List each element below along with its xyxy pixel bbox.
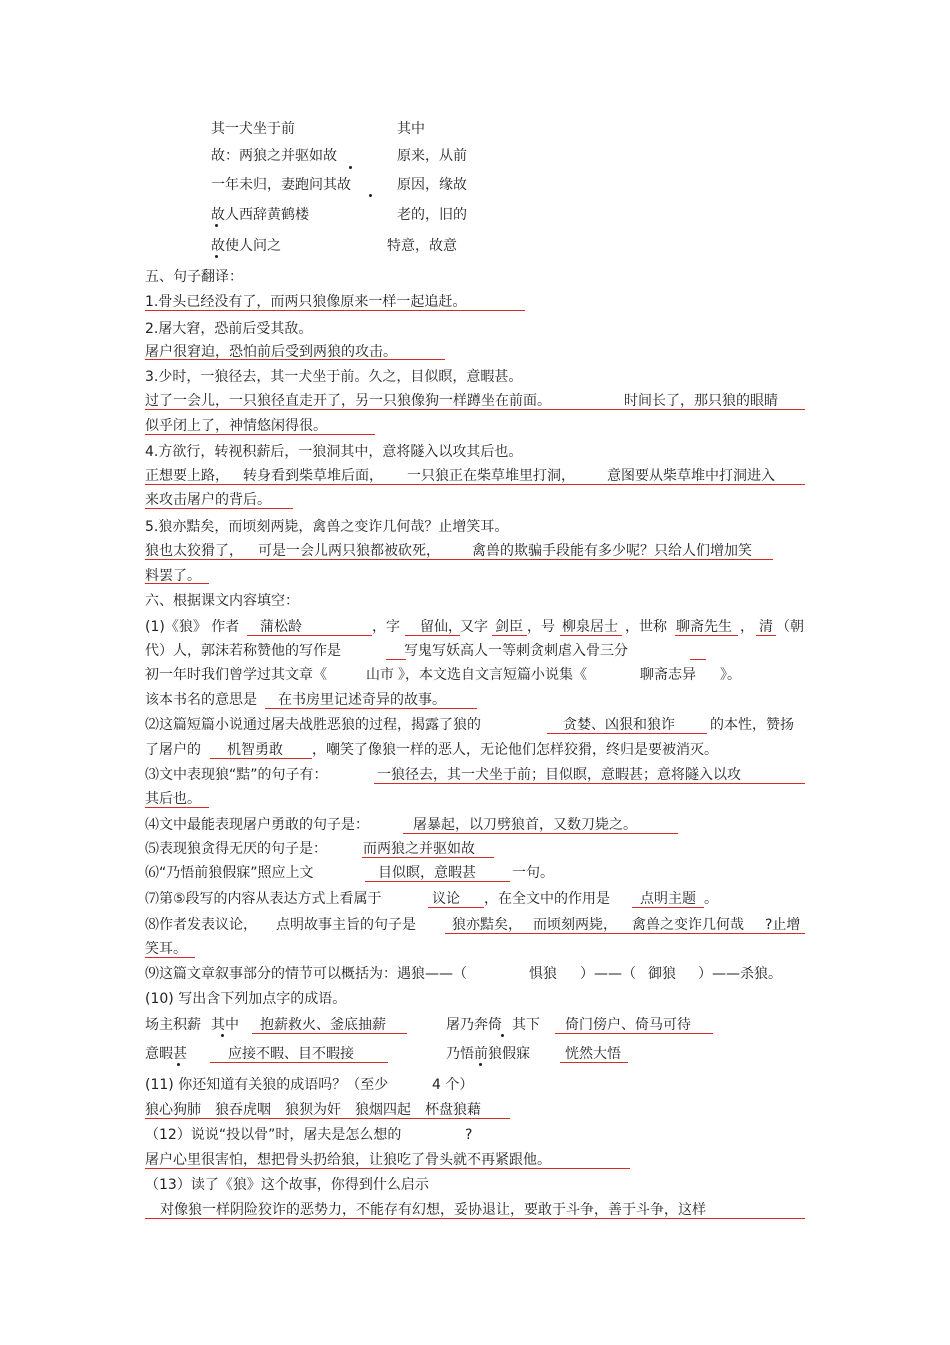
p1-praise: 写鬼写妖高人一等刺贪刺虐入骨三分: [404, 643, 628, 659]
q3-answer-c: 似乎闭上了，神情悠闲得很。: [145, 418, 327, 434]
answer-underline: [145, 508, 293, 509]
p1-line3c: 》。: [720, 667, 741, 683]
p10-answer2: 倚门傍户、倚马可待: [565, 1017, 691, 1033]
answer-underline: [265, 708, 477, 709]
p3-answer2: 其后也。: [145, 791, 201, 807]
p1-shanshi: 山市: [366, 667, 394, 683]
vocab-word-1: 其一犬坐于前: [211, 121, 295, 137]
answer-underline: [145, 559, 773, 560]
p10-answer3: 应接不暇、目不暇接: [228, 1046, 354, 1062]
p1-text-d: ，号: [527, 619, 555, 635]
p1-text-g: （朝: [776, 619, 804, 635]
p1-text-c: 又字: [460, 619, 488, 635]
p5-answer: 而两狼之并驱如故: [363, 841, 475, 857]
p1-liaozhai: 聊斋志异: [640, 667, 696, 683]
p1-text-b: ，字: [372, 619, 400, 635]
p2-answer2: 机智勇敢: [227, 742, 283, 758]
answer-underline: [560, 635, 622, 636]
answer-underline: [252, 1033, 407, 1034]
vocab-word-2: 故：两狼之并驱如故: [211, 148, 337, 164]
answer-underline: [145, 359, 445, 360]
answer-underline: [145, 310, 525, 311]
emphasis-dot: [369, 178, 372, 197]
p10-word1: 场主积薪: [145, 1017, 201, 1033]
p7-tail: 。: [704, 891, 718, 907]
vocab-word-5: 故使人问之: [211, 238, 281, 254]
p10-word1b: 其中: [211, 1017, 239, 1033]
p3-answer1: 一狼径去，其一犬坐于前；目似瞑，意暇甚；意将隧入以攻: [377, 767, 741, 783]
q4-answer-a: 正想要上路，: [145, 468, 229, 484]
section5-title: 五、句子翻译：: [145, 269, 243, 285]
p1-zi: 留仙，: [420, 619, 462, 635]
q3-text: 3.少时，一狼径去，其一犬坐于前。久之，目似瞑，意暇甚。: [145, 369, 523, 385]
answer-underline: [547, 733, 707, 734]
answer-underline: [403, 833, 678, 834]
p10-word4: 乃悟前狼假寐: [446, 1046, 530, 1062]
answer-underline: [555, 1033, 713, 1034]
p10-label: (10) 写出含下列加点字的成语。: [145, 991, 347, 1007]
p7-mid: ，在全文中的作用是: [484, 891, 610, 907]
p1-line3b: 》，本文选自文言短篇小说集《: [398, 667, 587, 683]
p1-line3: 初一年时我们曾学过其文章《: [145, 667, 327, 683]
answer-underline: [145, 583, 209, 584]
answer-underline: [145, 484, 805, 485]
answer-underline: [374, 783, 805, 784]
answer-underline: [145, 1168, 630, 1169]
p10-answer1: 抱薪救火、釜底抽薪: [260, 1017, 386, 1033]
answer-underline: [210, 1062, 388, 1063]
q5-answer-b: 可是一会儿两只狼都被砍死，: [258, 543, 440, 559]
emphasis-dot: [177, 1047, 180, 1066]
p8-answer2: 而顷刻两毙，: [533, 917, 617, 933]
p1-dynasty: 清: [759, 619, 773, 635]
p1-meaning: 在书房里记述奇异的故事。: [278, 692, 446, 708]
q5-answer-c: 禽兽的欺骗手段能有多少呢？只给人们增加笑: [472, 543, 752, 559]
p8-answer3: 禽兽之变诈几何哉: [632, 917, 744, 933]
p1-author: 蒲松龄: [260, 619, 302, 635]
answer-underline: [145, 409, 805, 410]
p10-answer4: 恍然大悟: [565, 1046, 621, 1062]
p8-label-b: 点明故事主旨的句子是: [276, 917, 416, 933]
emphasis-dot: [479, 1047, 482, 1066]
p2-line1b: 的本性，赞扬: [710, 717, 794, 733]
answer-underline: [632, 907, 704, 908]
q2-text: 2.屠大窘，恐前后受其敌。: [145, 321, 313, 337]
section6-title: 六、根据课文内容填空：: [145, 593, 299, 609]
answer-underline: [405, 635, 460, 636]
q3-answer-a: 过了一会儿，一只狼径直走开了，另一只狼像狗一样蹲坐在前面。: [145, 393, 551, 409]
answer-underline: [365, 881, 510, 882]
p8-answer4: ?止增: [765, 917, 801, 933]
p9-answer1: 惧狼: [529, 966, 557, 982]
p2-line2a: 了屠户的: [145, 742, 201, 758]
p1-zi2: 剑臣: [495, 619, 523, 635]
answer-underline: [362, 857, 494, 858]
vocab-word-3: 一年未归，妻跑问其故: [211, 177, 351, 193]
q5-answer-a: 狼也太狡猾了，: [145, 543, 243, 559]
answer-underline: [492, 635, 527, 636]
vocab-meaning-3: 原因，缘故: [397, 177, 467, 193]
p7-answer2: 点明主题: [640, 891, 696, 907]
p13-label: （13）读了《狼》这个故事，你得到什么启示: [145, 1177, 429, 1193]
vocab-meaning-1: 其中: [397, 121, 425, 137]
p8-answer1: 狼亦黠矣，: [452, 917, 522, 933]
vocab-meaning-4: 老的，旧的: [397, 207, 467, 223]
p4-answer: 屠暴起，以刀劈狼首，又数刀毙之。: [413, 817, 637, 833]
answer-underline: [145, 807, 209, 808]
p11-label: (11) 你还知道有关狼的成语吗？（至少: [145, 1077, 389, 1093]
p9-answer2: 御狼: [648, 966, 676, 982]
emphasis-dot: [501, 1018, 504, 1037]
answer-underline: [675, 635, 738, 636]
answer-underline: [690, 659, 706, 660]
p9-label: ⑼这篇文章叙事部分的情节可以概括为：遇狼——（: [145, 966, 467, 982]
p5-label: ⑸表现狼贪得无厌的句子是：: [145, 841, 327, 857]
q4-answer-c: 一只狼正在柴草堆里打洞，: [407, 468, 575, 484]
q3-answer-b: 时间长了，那只狼的眼睛: [624, 393, 778, 409]
q4-answer-e: 来攻击屠户的背后。: [145, 492, 271, 508]
p1-text-e: ，世称: [625, 619, 667, 635]
p6-tail: 一句。: [512, 865, 554, 881]
answer-underline: [560, 1062, 628, 1063]
p1-text-f: ，: [740, 619, 754, 635]
emphasis-dot: [215, 239, 218, 258]
p9-mid: ）——（: [580, 966, 636, 982]
q1-answer: 1.骨头已经没有了，而两只狼像原来一样一起追赶。: [145, 294, 467, 310]
p4-label: ⑷文中最能表现屠户勇敢的句子是：: [145, 817, 369, 833]
answer-underline: [210, 758, 312, 759]
p10-word2: 屠乃奔倚: [446, 1017, 502, 1033]
p10-word2b: 其下: [512, 1017, 540, 1033]
q2-answer: 屠户很窘迫，恐怕前后受到两狼的攻击。: [145, 344, 397, 360]
p1-label: (1)《狼》 作者: [145, 619, 240, 635]
p12-qmark: ?: [465, 1127, 473, 1143]
emphasis-dot: [349, 150, 352, 169]
p2-answer1: 贪婪、凶狠和狼诈: [563, 717, 675, 733]
vocab-meaning-2: 原来，从前: [397, 148, 467, 164]
p1-line2: 代）人，郭沫若称赞他的写作是: [145, 643, 341, 659]
p3-label: ⑶文中表现狼“黠”的句子有：: [145, 767, 328, 783]
p8-label-a: ⑻作者发表议论，: [145, 917, 257, 933]
p1-line4: 该本书名的意思是: [145, 692, 257, 708]
answer-underline: [145, 957, 195, 958]
answer-underline: [428, 907, 484, 908]
p12-answer: 屠户心里很害怕，想把骨头扔给狼，让狼吃了骨头就不再紧跟他。: [145, 1152, 551, 1168]
vocab-meaning-5: 特意，故意: [387, 238, 457, 254]
p7-label: ⑺第⑤段写的内容从表达方式上看属于: [145, 891, 382, 907]
p11-answer: 狼心狗肺 狼吞虎咽 狼狈为奸 狼烟四起 杯盘狼藉: [145, 1102, 481, 1118]
p8-answer5: 笑耳。: [145, 941, 187, 957]
p6-answer: 目似瞑，意暇甚: [378, 865, 476, 881]
answer-underline: [145, 1118, 510, 1119]
vocab-word-4: 故人西辞黄鹤楼: [211, 207, 309, 223]
answer-underline: [445, 933, 805, 934]
answer-underline: [145, 434, 375, 435]
answer-underline: [386, 659, 406, 660]
p2-line1: ⑵这篇短篇小说通过屠夫战胜恶狼的过程，揭露了狼的: [145, 717, 481, 733]
p6-label: ⑹“乃悟前狼假寐”照应上文: [145, 865, 314, 881]
q4-answer-b: 转身看到柴草堆后面，: [243, 468, 383, 484]
q4-text: 4.方欲行，转视积薪后，一狼洞其中，意将隧入以攻其后也。: [145, 444, 523, 460]
answer-underline: [756, 635, 776, 636]
p10-word3: 意暇甚: [145, 1046, 187, 1062]
p9-tail: ）——杀狼。: [698, 966, 782, 982]
p11-label-b: 4 个）: [432, 1077, 474, 1093]
p2-line2b: ，嘲笑了像狼一样的恶人，无论他们怎样狡猾，终归是要被消灭。: [312, 742, 718, 758]
q5-text: 5.狼亦黠矣，而顷刻两毙，禽兽之变诈几何哉？止增笑耳。: [145, 519, 509, 535]
q4-answer-d: 意图要从柴草堆中打洞进入: [607, 468, 775, 484]
q5-answer-d: 料罢了。: [145, 568, 201, 584]
p12-label: （12）说说“投以骨”时，屠夫是怎么想的: [145, 1127, 402, 1143]
answer-underline: [145, 1218, 805, 1219]
p1-hao: 柳泉居士: [562, 619, 618, 635]
p13-answer: 对像狼一样阴险狡诈的恶势力，不能存有幻想，妥协退让，要敢于斗争，善于斗争，这样: [160, 1202, 706, 1218]
emphasis-dot: [215, 208, 218, 227]
p1-shicheng: 聊斋先生: [676, 619, 732, 635]
p7-answer1: 议论: [432, 891, 460, 907]
answer-underline: [247, 635, 372, 636]
